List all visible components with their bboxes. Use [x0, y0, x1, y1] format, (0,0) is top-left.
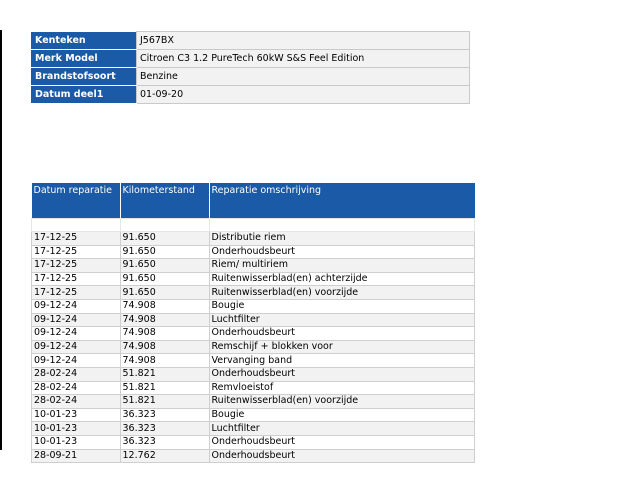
table-row	[32, 367, 475, 381]
cell-date: 09-12-24	[32, 299, 121, 313]
cell-date: 28-02-24	[32, 381, 121, 395]
cell-mileage: 12.762	[120, 449, 209, 463]
cell-date: 17-12-25	[32, 286, 121, 300]
cell-description: Onderhoudsbeurt	[209, 327, 475, 341]
cell-date: 28-02-24	[32, 367, 121, 381]
vehicle-value: 01-09-20	[137, 86, 470, 104]
cell-date: 17-12-25	[32, 232, 121, 246]
cell-description: Vervanging band	[209, 354, 475, 368]
cell-date: 09-12-24	[32, 354, 121, 368]
cell-date: 10-01-23	[32, 408, 121, 422]
cell-date: 17-12-25	[32, 272, 121, 286]
repairs-header-row	[32, 183, 475, 219]
cell-date: 10-01-23	[32, 435, 121, 449]
table-row	[32, 327, 475, 341]
cell-description: Distributie riem	[209, 232, 475, 246]
cell-description: Remschijf + blokken voor	[209, 340, 475, 354]
spacer-cell	[32, 219, 121, 232]
cell-description: Remvloeistof	[209, 381, 475, 395]
cell-mileage: 74.908	[120, 327, 209, 341]
table-row	[32, 422, 475, 436]
cell-description: Bougie	[209, 299, 475, 313]
cell-description: Luchtfilter	[209, 422, 475, 436]
cell-description: Ruitenwisserblad(en) voorzijde	[209, 395, 475, 409]
cell-mileage: 51.821	[120, 367, 209, 381]
cell-description: Onderhoudsbeurt	[209, 245, 475, 259]
cell-mileage: 74.908	[120, 299, 209, 313]
column-header-description: Reparatie omschrijving	[209, 183, 475, 219]
table-row	[32, 259, 475, 273]
vehicle-label: Merk Model	[32, 50, 137, 68]
cell-description: Onderhoudsbeurt	[209, 367, 475, 381]
spacer-cell	[209, 219, 475, 232]
vehicle-row	[32, 86, 470, 104]
repairs-body	[32, 219, 475, 463]
table-row	[32, 381, 475, 395]
vehicle-value: Benzine	[137, 68, 470, 86]
cell-description: Ruitenwisserblad(en) achterzijde	[209, 272, 475, 286]
vehicle-row	[32, 68, 470, 86]
cell-description: Onderhoudsbeurt	[209, 435, 475, 449]
vehicle-label: Datum deel1	[32, 86, 137, 104]
vehicle-info-table	[31, 31, 470, 104]
cell-date: 09-12-24	[32, 340, 121, 354]
table-row	[32, 449, 475, 463]
cell-mileage: 36.323	[120, 422, 209, 436]
left-border-line	[0, 30, 2, 450]
cell-description: Ruitenwisserblad(en) voorzijde	[209, 286, 475, 300]
cell-date: 17-12-25	[32, 245, 121, 259]
cell-date: 09-12-24	[32, 327, 121, 341]
cell-description: Bougie	[209, 408, 475, 422]
table-row	[32, 272, 475, 286]
cell-mileage: 51.821	[120, 395, 209, 409]
table-row	[32, 395, 475, 409]
vehicle-row	[32, 50, 470, 68]
cell-mileage: 36.323	[120, 408, 209, 422]
cell-date: 28-02-24	[32, 395, 121, 409]
column-header-date: Datum reparatie	[32, 183, 121, 219]
cell-description: Onderhoudsbeurt	[209, 449, 475, 463]
cell-mileage: 91.650	[120, 259, 209, 273]
table-row	[32, 232, 475, 246]
cell-mileage: 51.821	[120, 381, 209, 395]
spacer-row	[32, 219, 475, 232]
vehicle-value: Citroen C3 1.2 PureTech 60kW S&S Feel Edition	[137, 50, 470, 68]
cell-mileage: 91.650	[120, 286, 209, 300]
cell-description: Luchtfilter	[209, 313, 475, 327]
column-header-mileage: Kilometerstand	[120, 183, 209, 219]
vehicle-label: Brandstofsoort	[32, 68, 137, 86]
cell-mileage: 36.323	[120, 435, 209, 449]
cell-mileage: 74.908	[120, 354, 209, 368]
table-row	[32, 408, 475, 422]
table-row	[32, 313, 475, 327]
cell-mileage: 74.908	[120, 313, 209, 327]
vehicle-value: J567BX	[137, 32, 470, 50]
cell-mileage: 91.650	[120, 272, 209, 286]
table-row	[32, 245, 475, 259]
cell-date: 17-12-25	[32, 259, 121, 273]
table-row	[32, 299, 475, 313]
spacer-cell	[120, 219, 209, 232]
cell-date: 28-09-21	[32, 449, 121, 463]
vehicle-label: Kenteken	[32, 32, 137, 50]
cell-date: 10-01-23	[32, 422, 121, 436]
table-row	[32, 354, 475, 368]
cell-mileage: 74.908	[120, 340, 209, 354]
cell-mileage: 91.650	[120, 245, 209, 259]
cell-mileage: 91.650	[120, 232, 209, 246]
table-row	[32, 286, 475, 300]
cell-description: Riem/ multiriem	[209, 259, 475, 273]
vehicle-row	[32, 32, 470, 50]
table-row	[32, 340, 475, 354]
table-row	[32, 435, 475, 449]
repairs-table	[31, 183, 475, 463]
cell-date: 09-12-24	[32, 313, 121, 327]
